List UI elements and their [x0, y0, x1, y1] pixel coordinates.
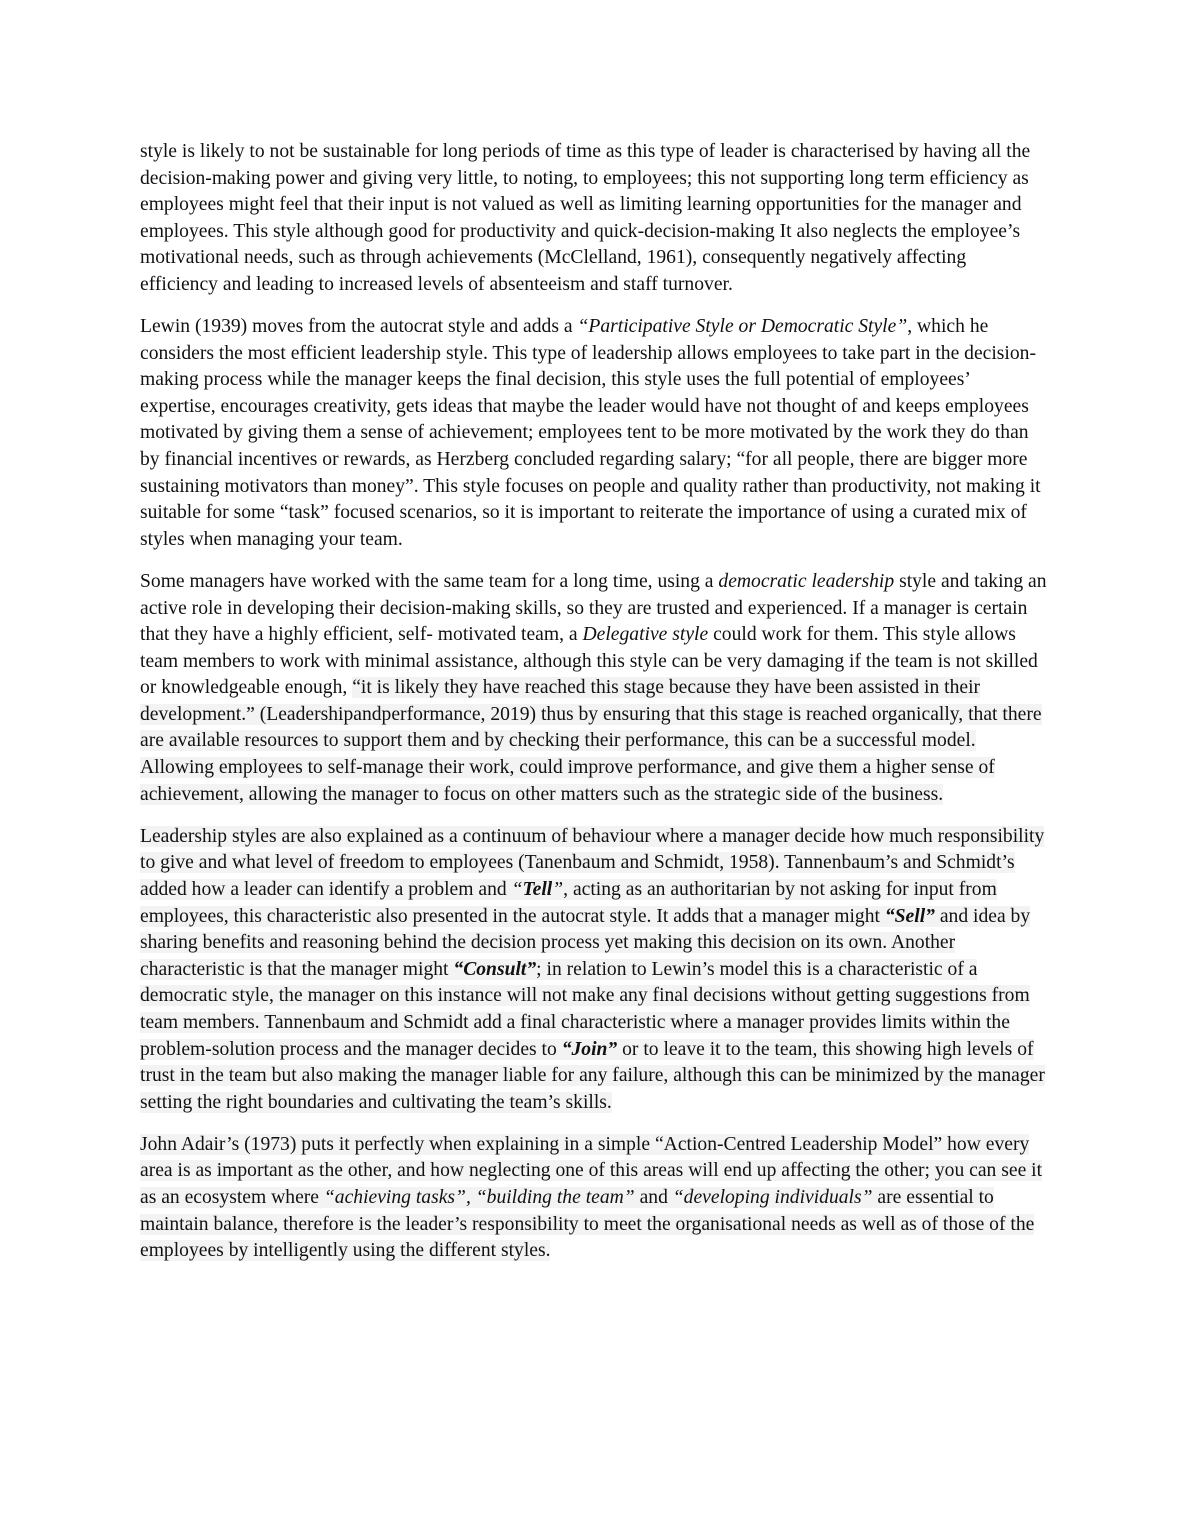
- italic-term: Delegative style: [582, 624, 709, 646]
- italic-quote-mark: ”: [552, 878, 564, 900]
- paragraph-text: Lewin (1939) moves from the autocrat style and adds a: [140, 316, 578, 338]
- document-body: [140, 139, 1048, 1280]
- bold-term-sell: [885, 906, 935, 927]
- paragraph-action-centred-model: [140, 1132, 1048, 1265]
- highlighted-text: and idea by sharing benefits and reasoning behind the decision process yet making this decision on its own. Another characteristic is that the manager might: [140, 905, 1031, 980]
- highlighted-text: “it is likely they have reached this stage because they have been assisted in their development.” (Leadershipandperformance, 2019) thus by ensuring that this stage is reached organically, that there are available resources to support them and by checking their performance, this can be a successful model. Allowing employees to self-manage their work, could improve performance, and give them a higher sense of achievement, allowing the manager to focus on other matters such as the strategic side of the business.: [140, 677, 1042, 805]
- highlighted-text: , acting as an authoritarian by not asking for input from employees, this characteristic also presented in the autocrat style. It adds that a manager might: [140, 878, 997, 927]
- highlighted-text: or to leave it to the team, this showing high levels of trust in the team but also making the manager liable for any failure, although this can be minimized by the manager setting the right boundaries and cultivating the team’s skills.: [140, 1038, 1045, 1113]
- bold-term-join: [562, 1039, 618, 1060]
- paragraph-autocrat-style: [140, 139, 1048, 299]
- bold-italic-text: “Consult”: [453, 958, 537, 980]
- bold-italic-text: “Sell”: [884, 905, 935, 927]
- paragraph-continuum-behaviour: [140, 824, 1048, 1117]
- italic-term: “achieving tasks”, “building the team”: [323, 1186, 635, 1208]
- italic-term: “developing individuals”: [672, 1186, 873, 1208]
- paragraph-text: style is likely to not be sustainable for long periods of time as this type of leader is characterised by having all the decision-making power and giving very little, to noting, to employees; this not supporting long term efficiency as employees might feel that their input is not valued as well as limiting learning opportunities for the manager and employees. This style although good for productivity and quick-decision-making It also neglects the employee’s motivational needs, such as through achievements (McClelland, 1961), consequently negatively affecting efficiency and leading to increased levels of absenteeism and staff turnover.: [140, 141, 1031, 295]
- paragraph-text: style and taking an active role in developing their decision-making skills, so they are trusted and experienced. If a manager is certain that they have a highly efficient, self- motivated team, a: [140, 570, 1047, 646]
- italic-term: “Participative Style or Democratic Style”: [577, 316, 908, 338]
- paragraph-democratic-style: [140, 314, 1048, 553]
- paragraph-text: , which he considers the most efficient leadership style. This type of leadership allows employees to take part in the decision-making process while the manager keeps the final decision, this style uses the full potential of employees’ expertise, encourages creativity, gets ideas that maybe the leader would have not thought of and keeps employees motivated by giving them a sense of achievement; employees tent to be more motivated by the work they do than by financial incentives or rewards, as Herzberg concluded regarding salary; “for all people, there are bigger more sustaining motivators than money”. This style focuses on people and quality rather than productivity, not making it suitable for some “task” focused scenarios, so it is important to reiterate the importance of using a curated mix of styles when managing your team.: [140, 316, 1041, 550]
- italic-quote-mark: “: [511, 878, 523, 900]
- highlighted-text: John Adair’s (1973) puts it perfectly when explaining in a simple “Action-Centred Leadership Model” how every area is as important as the other, and how neglecting one of this areas will end up affecting the other; you can see it as an ecosystem where: [140, 1133, 1043, 1208]
- paragraph-text: could work for them. This style allows team members to work with minimal assistance, although this style can be very damaging if the team is not skilled or knowledgeable enough,: [140, 624, 1038, 699]
- highlighted-text: are essential to maintain balance, therefore is the leader’s responsibility to meet the organisational needs as well as of those of the employees by intelligently using the different styles.: [140, 1186, 1035, 1262]
- highlighted-text: Leadership styles are also explained as a continuum of behaviour where a manager decide how much responsibility to give and what level of freedom to employees (Tanenbaum and Schmidt, 1958). Tannenbaum’s and Schmidt’s added how a leader can identify a problem and: [140, 825, 1045, 900]
- bold-italic-text: Tell: [522, 878, 553, 900]
- highlighted-text: and: [634, 1186, 673, 1208]
- bold-italic-text: “Join”: [561, 1038, 618, 1060]
- highlighted-text: ; in relation to Lewin’s model this is a characteristic of a democratic style, the manager on this instance will not make any final decisions without getting suggestions from team members. Tannenbaum and Schmidt add a final characteristic where a manager provides limits within the problem-solution process and the manager decides to: [140, 958, 1030, 1060]
- paragraph-delegative-style: [140, 569, 1048, 808]
- bold-term-tell: [523, 879, 553, 900]
- bold-term-consult: [453, 959, 536, 980]
- paragraph-text: Some managers have worked with the same team for a long time, using a: [140, 570, 719, 592]
- italic-term: democratic leadership: [718, 570, 895, 592]
